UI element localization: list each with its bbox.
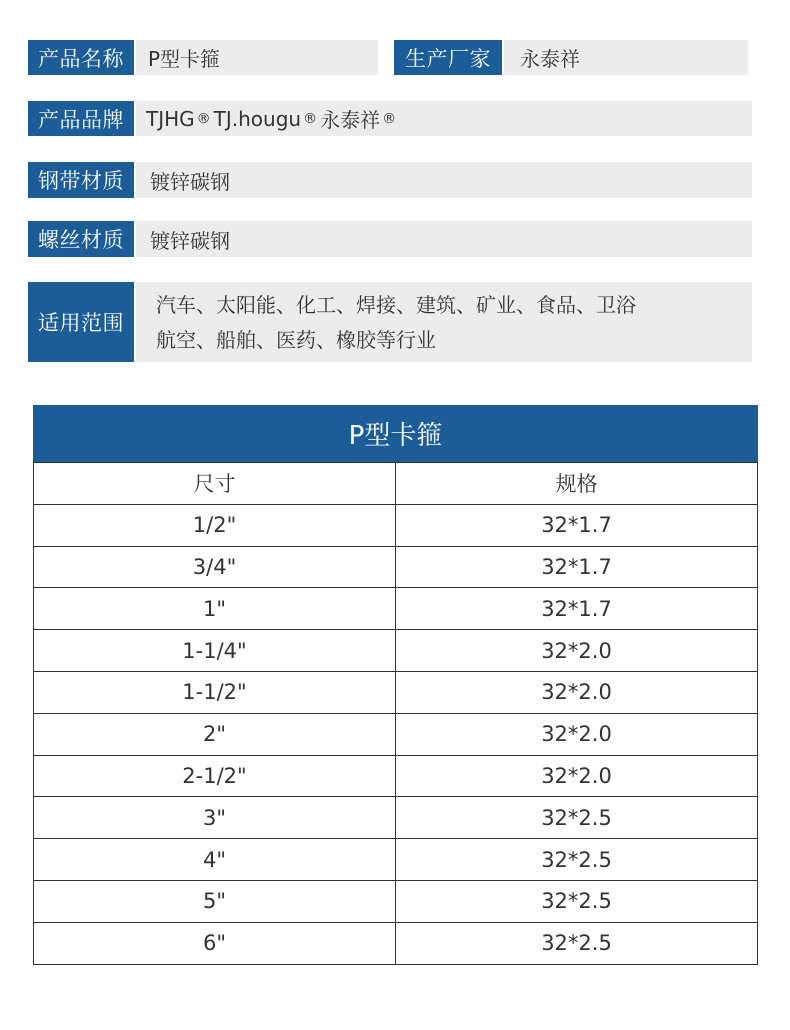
brand-name-3: 永泰祥 xyxy=(320,108,381,132)
size-cell: 3" xyxy=(34,797,396,839)
table-row xyxy=(34,755,758,797)
size-cell: 1-1/4" xyxy=(34,630,396,672)
size-cell: 2-1/2" xyxy=(34,755,396,797)
spec-cell: 32*2.0 xyxy=(396,713,758,755)
spec-grid xyxy=(33,462,758,965)
application-row xyxy=(28,282,752,362)
spec-cell: 32*2.5 xyxy=(396,880,758,922)
table-header-row xyxy=(34,463,758,505)
size-cell: 5" xyxy=(34,880,396,922)
table-row xyxy=(34,588,758,630)
size-cell: 2" xyxy=(34,713,396,755)
table-row xyxy=(34,546,758,588)
spec-table xyxy=(33,405,758,965)
band-material-label: 钢带材质 xyxy=(28,162,134,198)
screw-material-row xyxy=(28,221,752,257)
brand-row xyxy=(28,101,752,136)
size-cell: 1-1/2" xyxy=(34,671,396,713)
spec-cell: 32*2.5 xyxy=(396,839,758,881)
screw-material-value: 镀锌碳钢 xyxy=(136,221,752,257)
manufacturer-value: 永泰祥 xyxy=(504,40,748,75)
brand-value xyxy=(136,101,752,136)
table-row xyxy=(34,504,758,546)
spec-header: 规格 xyxy=(396,463,758,505)
spec-cell: 32*1.7 xyxy=(396,588,758,630)
spec-cell: 32*2.5 xyxy=(396,797,758,839)
spec-table-title: P型卡箍 xyxy=(33,405,758,462)
size-cell: 1/2" xyxy=(34,504,396,546)
brand-name-1: TJHG xyxy=(146,106,195,131)
spec-cell: 32*2.0 xyxy=(396,755,758,797)
band-material-value: 镀锌碳钢 xyxy=(136,162,752,198)
size-cell: 4" xyxy=(34,839,396,881)
table-row xyxy=(34,671,758,713)
product-name-label: 产品名称 xyxy=(28,40,134,75)
application-line-2: 航空、船舶、医药、橡胶等行业 xyxy=(156,328,436,352)
table-row xyxy=(34,839,758,881)
spec-cell: 32*2.0 xyxy=(396,630,758,672)
size-cell: 1" xyxy=(34,588,396,630)
spec-cell: 32*2.5 xyxy=(396,922,758,964)
table-row xyxy=(34,922,758,964)
registered-mark: ® xyxy=(303,110,318,127)
size-cell: 3/4" xyxy=(34,546,396,588)
registered-mark: ® xyxy=(382,110,397,127)
screw-material-label: 螺丝材质 xyxy=(28,221,134,257)
product-name-value: P型卡箍 xyxy=(136,40,378,75)
spec-cell: 32*1.7 xyxy=(396,546,758,588)
spec-cell: 32*2.0 xyxy=(396,671,758,713)
spec-cell: 32*1.7 xyxy=(396,504,758,546)
product-name-row xyxy=(28,40,748,75)
table-row xyxy=(34,797,758,839)
table-row xyxy=(34,880,758,922)
band-material-row xyxy=(28,162,752,198)
brand-label: 产品品牌 xyxy=(28,101,134,136)
table-row xyxy=(34,630,758,672)
manufacturer-label: 生产厂家 xyxy=(394,40,502,75)
application-line-1: 汽车、太阳能、化工、焊接、建筑、矿业、食品、卫浴 xyxy=(156,293,636,317)
application-value xyxy=(136,282,752,362)
application-label: 适用范围 xyxy=(28,282,134,362)
brand-name-2: TJ.hougu xyxy=(213,106,302,131)
registered-mark: ® xyxy=(196,110,211,127)
size-cell: 6" xyxy=(34,922,396,964)
size-header: 尺寸 xyxy=(34,463,396,505)
table-row xyxy=(34,713,758,755)
